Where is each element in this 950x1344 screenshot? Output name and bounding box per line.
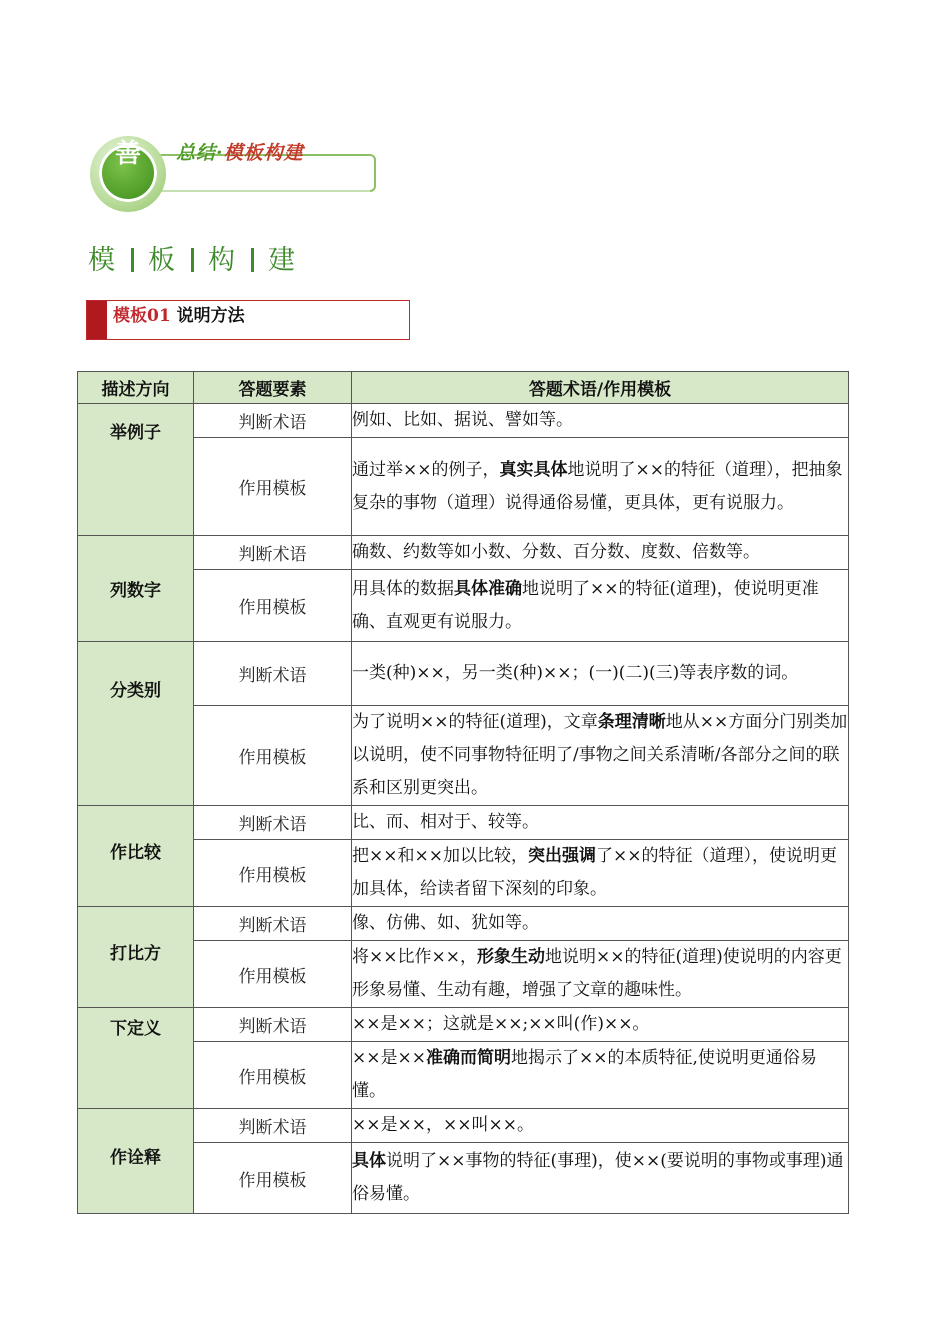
template-keyword: 准确而简明 [425,1048,511,1068]
element-cell: 判断术语 [194,536,352,570]
template-keyword: 真实具体 [499,459,568,480]
template-cell [352,1042,849,1109]
table-row [78,840,849,907]
term-cell: 一类(种)××，另一类(种)××；(一)(二)(三)等表序数的词。 [352,642,849,706]
element-cell: 判断术语 [194,1008,352,1042]
table-row [78,941,849,1008]
table-row [78,642,849,706]
template-text: 说明了××事物的特征(事理)，使××(要说明的事物或事理)通俗易懂。 [352,1151,844,1204]
category-cell: 打比方 [78,907,194,1008]
template-text: ××是×× [352,1048,426,1068]
template-number: 模板01 [113,306,171,326]
element-cell: 作用模板 [194,1143,352,1214]
category-cell: 作诠释 [78,1109,194,1214]
template-cell [352,438,849,536]
category-cell: 举例子 [78,404,194,536]
template-text: 将××比作××， [352,947,477,967]
table-row [78,1109,849,1143]
table-row [78,404,849,438]
element-cell: 作用模板 [194,941,352,1008]
header-template: 答题术语/作用模板 [352,372,849,404]
heading-separator [131,248,134,272]
table-row [78,1143,849,1214]
element-cell: 判断术语 [194,1109,352,1143]
template-text: 通过举××的例子， [352,459,500,480]
template-text: 为了说明××的特征(道理)，文章 [352,712,598,732]
category-cell: 作比较 [78,806,194,907]
template-text: 地说明××的特征(道理)使说明的内容更形象易懂、生动有趣，增强了文章的趣味性。 [352,947,842,1000]
element-cell: 判断术语 [194,642,352,706]
element-cell: 作用模板 [194,840,352,907]
category-cell: 分类别 [78,642,194,806]
banner-underline [130,190,370,192]
heading-char: 构 [208,245,237,276]
heading-char: 板 [148,245,177,276]
template-text: 地说明了××的特征（道理），把抽象复杂的事物（道理）说得通俗易懂，更具体，更有说服力。 [352,459,843,513]
header-element: 答题要素 [194,372,352,404]
template-text: 地说明了××的特征(道理)，使说明更准确、直观更有说服力。 [352,578,819,632]
template-text: 地揭示了××的本质特征,使说明更通俗易懂。 [352,1048,817,1101]
banner-title [176,138,304,165]
category-cell: 下定义 [78,1008,194,1109]
table-row [78,536,849,570]
template-text: 用具体的数据 [352,578,454,599]
template-tag-marker [87,301,107,339]
element-cell: 作用模板 [194,438,352,536]
table-row [78,570,849,642]
template-cell [352,840,849,907]
term-cell: 确数、约数等如小数、分数、百分数、度数、倍数等。 [352,536,849,570]
table-header-row [78,372,849,404]
heading-char: 建 [268,245,297,276]
term-cell: ××是××；这就是××;××叫(作)××。 [352,1008,849,1042]
heading-separator [191,248,194,272]
term-cell: 例如、比如、据说、譬如等。 [352,404,849,438]
template-text: 地从××方面分门别类加以说明，使不同事物特征明了/事物之间关系清晰/各部分之间的联系和区别更突出。 [352,712,848,798]
element-cell: 作用模板 [194,706,352,806]
template-keyword: 条理清晰 [597,712,666,732]
explanation-methods-table [77,371,849,1214]
template-cell [352,1143,849,1214]
element-cell: 作用模板 [194,1042,352,1109]
term-cell: 比、而、相对于、较等。 [352,806,849,840]
template-keyword: 形象生动 [476,947,545,967]
table-row [78,1042,849,1109]
template-keyword: 具体 [352,1151,386,1171]
table-row [78,706,849,806]
table-row [78,907,849,941]
template-cell [352,706,849,806]
template-keyword: 具体准确 [454,578,522,599]
section-banner [88,132,378,212]
template-keyword: 突出强调 [527,846,596,866]
banner-badge-glyph: 善 [114,139,141,169]
template-tag-text [113,301,245,326]
page-heading [88,238,297,277]
element-cell: 判断术语 [194,907,352,941]
template-text: 了××的特征（道理），使说明更加具体，给读者留下深刻的印象。 [352,846,837,899]
table-row [78,806,849,840]
element-cell: 判断术语 [194,806,352,840]
element-cell: 判断术语 [194,404,352,438]
element-cell: 作用模板 [194,570,352,642]
template-tag [86,300,410,340]
header-direction: 描述方向 [78,372,194,404]
term-cell: ××是××，××叫××。 [352,1109,849,1143]
template-title: 说明方法 [176,306,245,326]
table-row [78,438,849,536]
template-cell [352,941,849,1008]
heading-separator [251,248,254,272]
table-row [78,1008,849,1042]
banner-title-main: 模板构建 [223,142,304,164]
heading-char: 模 [88,245,117,276]
term-cell: 像、仿佛、如、犹如等。 [352,907,849,941]
template-text: 把××和××加以比较， [352,846,528,866]
category-cell: 列数字 [78,536,194,642]
template-cell [352,570,849,642]
banner-title-prefix: 总结· [176,142,224,164]
